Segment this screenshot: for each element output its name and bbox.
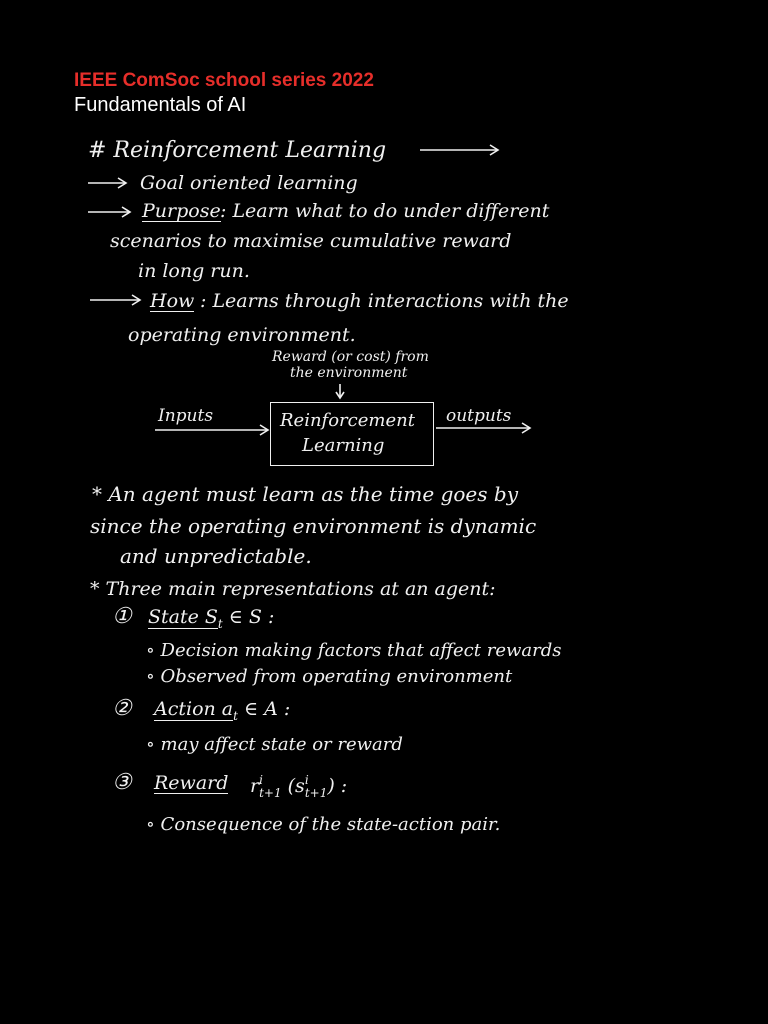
state-label: State S (148, 606, 218, 628)
purpose-label: Purpose (142, 200, 221, 222)
how-line-1: : Learns through interactions with the (200, 290, 569, 312)
action-subscript: t (233, 708, 238, 723)
action-number: ② (112, 696, 132, 721)
diagram-reward-line-1: Reward (or cost) from (272, 349, 429, 365)
action-label: Action a (154, 698, 234, 720)
reward-s: (s (281, 775, 305, 798)
action-heading (154, 700, 290, 722)
diagram-box-line-2: Learning (302, 435, 385, 456)
diagram-box-line-1: Reinforcement (280, 410, 415, 431)
diagram-inputs-label: Inputs (158, 406, 214, 426)
diagram-reward-line-2: the environment (290, 365, 408, 381)
state-bullet-1: ∘ Decision making factors that affect rewards (146, 640, 562, 661)
state-subscript: t (217, 616, 223, 631)
reward-sub-2: t+1 (304, 786, 328, 801)
state-suffix: ∈ S : (222, 606, 275, 628)
reward-bullet-1: ∘ Consequence of the state-action pair. (146, 814, 501, 835)
state-number: ① (112, 604, 132, 629)
state-heading (148, 608, 274, 630)
how-line-2: operating environment. (128, 324, 356, 346)
notes-title: # Reinforcement Learning (88, 138, 387, 163)
reward-r: r (250, 775, 260, 798)
diagram-outputs-label: outputs (446, 406, 512, 426)
representations-heading: * Three main representations at an agent: (90, 578, 496, 600)
action-bullet-1: ∘ may affect state or reward (146, 734, 403, 755)
reward-sup-2: i (304, 773, 309, 787)
purpose-line-1: : Learn what to do under different (220, 200, 550, 222)
course-title: Fundamentals of AI (74, 94, 247, 116)
series-title: IEEE ComSoc school series 2022 (74, 70, 374, 91)
agent-line-1: * An agent must learn as the time goes by (92, 482, 518, 506)
reward-number: ③ (112, 770, 132, 795)
agent-line-3: and unpredictable. (120, 544, 312, 568)
reward-sub: t+1 (259, 786, 282, 801)
agent-line-2: since the operating environment is dynamic (90, 514, 537, 538)
action-suffix: ∈ A : (237, 698, 291, 720)
reward-label: Reward (154, 772, 229, 794)
reward-sup: i (259, 773, 263, 787)
purpose-line-3: in long run. (138, 260, 250, 282)
purpose-line-2: scenarios to maximise cumulative reward (110, 230, 512, 252)
state-bullet-2: ∘ Observed from operating environment (146, 666, 513, 687)
how-label: How (150, 290, 195, 312)
reward-close: ) : (327, 775, 348, 798)
goal-line: Goal oriented learning (140, 172, 358, 194)
reward-formula (250, 774, 347, 800)
